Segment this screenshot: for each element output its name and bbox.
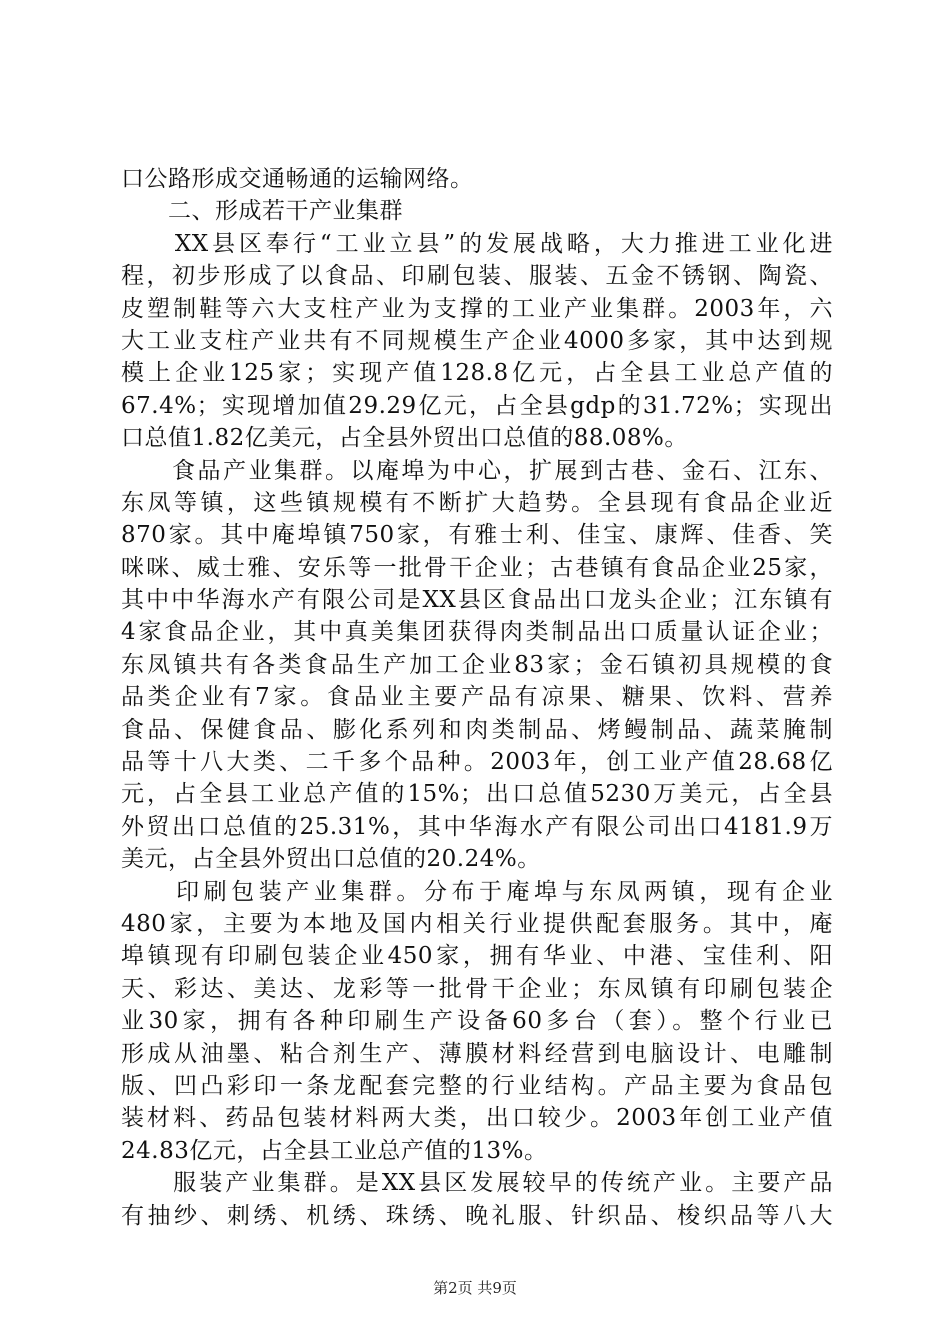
text-line: 印刷包装产业集群。分布于庵埠与东凤两镇，现有企业 bbox=[121, 878, 833, 905]
text-line: 天、彩达、美达、龙彩等一批骨干企业；东凤镇有印刷包装企 bbox=[121, 975, 833, 1002]
text-line: 东凤镇共有各类食品生产加工企业83家；金石镇初具规模的食 bbox=[121, 651, 833, 678]
text-line: 口总值1.82亿美元，占全县外贸出口总值的88.08%。 bbox=[121, 425, 688, 452]
text-line: 元，占全县工业总产值的15%；出口总值5230万美元，占全县 bbox=[121, 781, 833, 808]
text-line: 版、凹凸彩印一条龙配套完整的行业结构。产品主要为食品包 bbox=[121, 1072, 833, 1099]
text-line: 程，初步形成了以食品、印刷包装、服装、五金不锈钢、陶瓷、 bbox=[121, 263, 833, 290]
text-line: 品等十八大类、二千多个品种。2003年，创工业产值28.68亿 bbox=[121, 749, 833, 776]
text-line: 4家食品企业，其中真美集团获得肉类制品出口质量认证企业； bbox=[121, 619, 833, 646]
text-line: XX县区奉行“工业立县”的发展战略，大力推进工业化进 bbox=[121, 230, 833, 257]
page-footer bbox=[0, 1278, 950, 1298]
text-line: 食品、保健食品、膨化系列和肉类制品、烤鳗制品、蔬菜腌制 bbox=[121, 716, 833, 743]
text-line: 食品产业集群。以庵埠为中心，扩展到古巷、金石、江东、 bbox=[121, 457, 833, 484]
text-line: 大工业支柱产业共有不同规模生产企业4000多家，其中达到规 bbox=[121, 327, 833, 354]
text-line: 美元，占全县外贸出口总值的20.24%。 bbox=[121, 846, 541, 873]
text-line: 服装产业集群。是XX县区发展较早的传统产业。主要产品 bbox=[121, 1170, 833, 1197]
text-line: 67.4%；实现增加值29.29亿元，占全县gdp的31.72%；实现出 bbox=[121, 392, 833, 419]
text-line: 品类企业有7家。食品业主要产品有凉果、糖果、饮料、营养 bbox=[121, 684, 833, 711]
text-line: 埠镇现有印刷包装企业450家，拥有华业、中港、宝佳利、阳 bbox=[121, 943, 833, 970]
text-line: 模上企业125家；实现产值128.8亿元，占全县工业总产值的 bbox=[121, 360, 833, 387]
text-line: 外贸出口总值的25.31%，其中华海水产有限公司出口4181.9万 bbox=[121, 813, 833, 840]
text-line: 咪咪、威士雅、安乐等一批骨干企业；古巷镇有食品企业25家， bbox=[121, 554, 833, 581]
text-line: 形成从油墨、粘合剂生产、薄膜材料经营到电脑设计、电雕制 bbox=[121, 1040, 833, 1067]
text-line: 皮塑制鞋等六大支柱产业为支撑的工业产业集群。2003年，六 bbox=[121, 295, 833, 322]
text-line: 装材料、药品包装材料两大类，出口较少。2003年创工业产值 bbox=[121, 1105, 833, 1132]
text-line: 二、形成若干产业集群 bbox=[121, 198, 403, 225]
text-line: 24.83亿元，占全县工业总产值的13%。 bbox=[121, 1137, 548, 1164]
text-line: 口公路形成交通畅通的运输网络。 bbox=[121, 166, 474, 192]
page-number: 第2页 共9页 bbox=[433, 1279, 517, 1297]
text-line: 业30家，拥有各种印刷生产设备60多台（套）。整个行业已 bbox=[121, 1008, 833, 1035]
document-body bbox=[121, 163, 833, 1232]
text-line: 其中中华海水产有限公司是XX县区食品出口龙头企业；江东镇有 bbox=[121, 587, 833, 614]
text-line: 870家。其中庵埠镇750家，有雅士利、佳宝、康辉、佳香、笑 bbox=[121, 522, 833, 549]
text-line: 东凤等镇，这些镇规模有不断扩大趋势。全县现有食品企业近 bbox=[121, 489, 833, 516]
text-line: 480家，主要为本地及国内相关行业提供配套服务。其中，庵 bbox=[121, 910, 833, 937]
text-line: 有抽纱、刺绣、机绣、珠绣、晚礼服、针织品、梭织品等八大 bbox=[121, 1202, 833, 1229]
